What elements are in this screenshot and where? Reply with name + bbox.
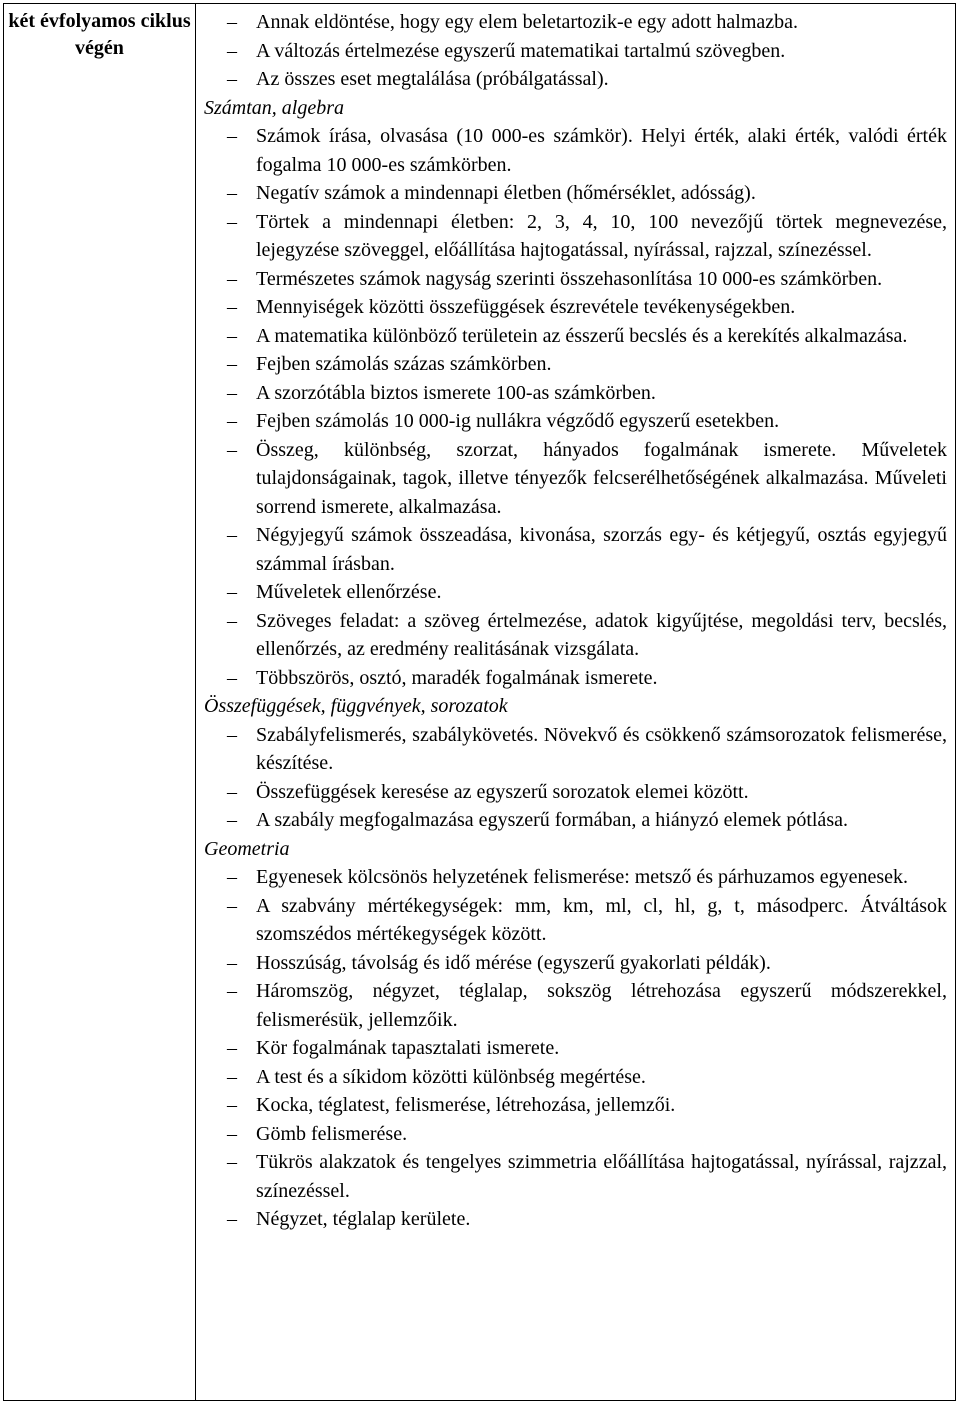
dash-bullet: –: [227, 410, 237, 432]
requirements-cell: [196, 4, 955, 1400]
dash-bullet: –: [227, 1122, 237, 1145]
list-item-text: Negatív számok a mindennapi életben (hőmérséklet, adósság).: [256, 182, 756, 204]
dash-bullet: –: [227, 267, 237, 290]
dash-bullet: –: [227, 809, 237, 831]
list-item: [204, 1148, 947, 1205]
section-heading: Geometria: [204, 837, 290, 860]
list-item-text: Mennyiségek közötti összefüggések észrevétele tevékenységekben.: [256, 296, 796, 318]
section-heading: Számtan, algebra: [204, 96, 344, 119]
list-item: [204, 607, 947, 664]
section-heading: Összefüggések, függvények, sorozatok: [204, 695, 508, 717]
dash-bullet: –: [227, 524, 237, 546]
dash-bullet: –: [227, 39, 237, 62]
list-item-text: Az összes eset megtalálása (próbálgatással).: [256, 68, 609, 90]
grade-title: két évfolyamos ciklus végén: [8, 10, 191, 59]
dash-bullet: –: [227, 1151, 237, 1173]
list-item: [204, 37, 947, 66]
dash-bullet: –: [227, 296, 237, 318]
list-item: [204, 322, 947, 351]
list-item: [204, 208, 947, 265]
list-item-text: Kör fogalmának tapasztalati ismerete.: [256, 1037, 560, 1059]
list-item-text: Tükrös alakzatok és tengelyes szimmetria előállítása hajtogatással, nyírással, rajzzal, színezéssel.: [256, 1151, 947, 1202]
dash-bullet: –: [227, 980, 237, 1002]
list-item-text: A szorzótábla biztos ismerete 100-as számkörben.: [256, 381, 656, 404]
dash-bullet: –: [227, 353, 237, 375]
dash-bullet: –: [227, 381, 237, 404]
curriculum-table: [3, 3, 956, 1401]
list-item-text: A változás értelmezése egyszerű matematikai tartalmú szövegben.: [256, 39, 786, 62]
dash-bullet: –: [227, 1208, 237, 1230]
list-item-text: Természetes számok nagyság szerinti összehasonlítása 10 000-es számkörben.: [256, 267, 883, 290]
list-item-text: Négyjegyű számok összeadása, kivonása, szorzás egy- és kétjegyű, osztás egyjegyű számmal írásban.: [256, 524, 947, 575]
dash-bullet: –: [227, 666, 237, 689]
list-item-text: Egyenesek kölcsönös helyzetének felismerése: metsző és párhuzamos egyenesek.: [256, 866, 908, 888]
list-item-text: Összeg, különbség, szorzat, hányados fogalmának ismerete. Műveletek tulajdonságainak, tagok, illetve tényezők felcserélhetőségének alkalmazása. Műveleti sorrend ismerete, alkalmazása.: [256, 438, 947, 518]
dash-bullet: –: [227, 951, 237, 974]
list-item: [204, 436, 947, 522]
dash-bullet: –: [227, 894, 237, 917]
list-item-text: Fejben számolás százas számkörben.: [256, 353, 552, 375]
list-item-text: A test és a síkidom közötti különbség megértése.: [256, 1065, 646, 1088]
list-item: [204, 65, 947, 94]
list-item-text: Szöveges feladat: a szöveg értelmezése, adatok kigyűjtése, megoldási terv, becslés, ellenőrzés, az eredmény realitásának vizsgálata.: [256, 609, 947, 660]
list-item-text: Összefüggések keresése az egyszerű sorozatok elemei között.: [256, 780, 749, 803]
list-item-text: Törtek a mindennapi életben: 2, 3, 4, 10, 100 nevezőjű törtek megnevezése, lejegyzése szöveggel, előállítása hajtogatással, nyírással, rajzzal, színezéssel.: [256, 210, 947, 261]
dash-bullet: –: [227, 1037, 237, 1059]
list-item: [204, 8, 947, 37]
list-item: [204, 293, 947, 322]
list-item-text: Hosszúság, távolság és idő mérése (egyszerű gyakorlati példák).: [256, 951, 771, 974]
list-item: [204, 1091, 947, 1120]
list-item: [204, 1205, 947, 1234]
list-item-text: A szabály megfogalmazása egyszerű formában, a hiányzó elemek pótlása.: [256, 809, 848, 831]
dash-bullet: –: [227, 68, 237, 90]
list-item-text: Kocka, téglatest, felismerése, létrehozása, jellemzői.: [256, 1094, 676, 1116]
list-item: [204, 407, 947, 436]
list-item-text: Fejben számolás 10 000-ig nullákra végződő egyszerű esetekben.: [256, 410, 780, 432]
dash-bullet: –: [227, 182, 237, 204]
list-item-text: Szabályfelismerés, szabálykövetés. Növekvő és csökkenő számsorozatok felismerése, készítése.: [256, 723, 947, 774]
dash-bullet: –: [227, 723, 237, 746]
list-item: [204, 265, 947, 294]
dash-bullet: –: [227, 324, 237, 347]
list-item: [204, 1034, 947, 1063]
dash-bullet: –: [227, 609, 237, 632]
dash-bullet: –: [227, 866, 237, 888]
list-item-text: A szabvány mértékegységek: mm, km, ml, cl, hl, g, t, másodperc. Átváltások szomszédos mértékegységek között.: [256, 894, 947, 945]
list-item: [204, 863, 947, 892]
dash-bullet: –: [227, 11, 237, 33]
list-item-text: Műveletek ellenőrzése.: [256, 581, 442, 603]
list-item: [204, 350, 947, 379]
list-item: [204, 977, 947, 1034]
list-item: [204, 949, 947, 978]
list-item: [204, 122, 947, 179]
dash-bullet: –: [227, 210, 237, 233]
list-item: [204, 521, 947, 578]
list-item: [204, 1120, 947, 1149]
list-item: [204, 1063, 947, 1092]
list-item-text: Négyzet, téglalap kerülete.: [256, 1208, 471, 1230]
list-item-text: Háromszög, négyzet, téglalap, sokszög létrehozása egyszerű módszerekkel, felismerésük, jellemzőik.: [256, 980, 947, 1031]
dash-bullet: –: [227, 1065, 237, 1088]
list-item-text: A matematika különböző területein az ésszerű becslés és a kerekítés alkalmazása.: [256, 324, 908, 347]
list-item: [204, 721, 947, 778]
list-item: [204, 179, 947, 208]
list-item-text: Gömb felismerése.: [256, 1122, 408, 1145]
list-item: [204, 379, 947, 408]
list-item-text: Számok írása, olvasása (10 000-es számkör). Helyi érték, alaki érték, valódi érték fogalma 10 000-es számkörben.: [256, 125, 947, 176]
list-item-text: Többszörös, osztó, maradék fogalmának ismerete.: [256, 666, 658, 689]
dash-bullet: –: [227, 1094, 237, 1116]
list-item: [204, 664, 947, 693]
list-item: [204, 806, 947, 835]
dash-bullet: –: [227, 780, 237, 803]
dash-bullet: –: [227, 581, 237, 603]
list-item: [204, 778, 947, 807]
dash-bullet: –: [227, 438, 237, 461]
list-item: [204, 578, 947, 607]
list-item: [204, 892, 947, 949]
dash-bullet: –: [227, 125, 237, 147]
list-item-text: Annak eldöntése, hogy egy elem beletartozik-e egy adott halmazba.: [256, 11, 799, 33]
grade-cell: [4, 4, 196, 1400]
